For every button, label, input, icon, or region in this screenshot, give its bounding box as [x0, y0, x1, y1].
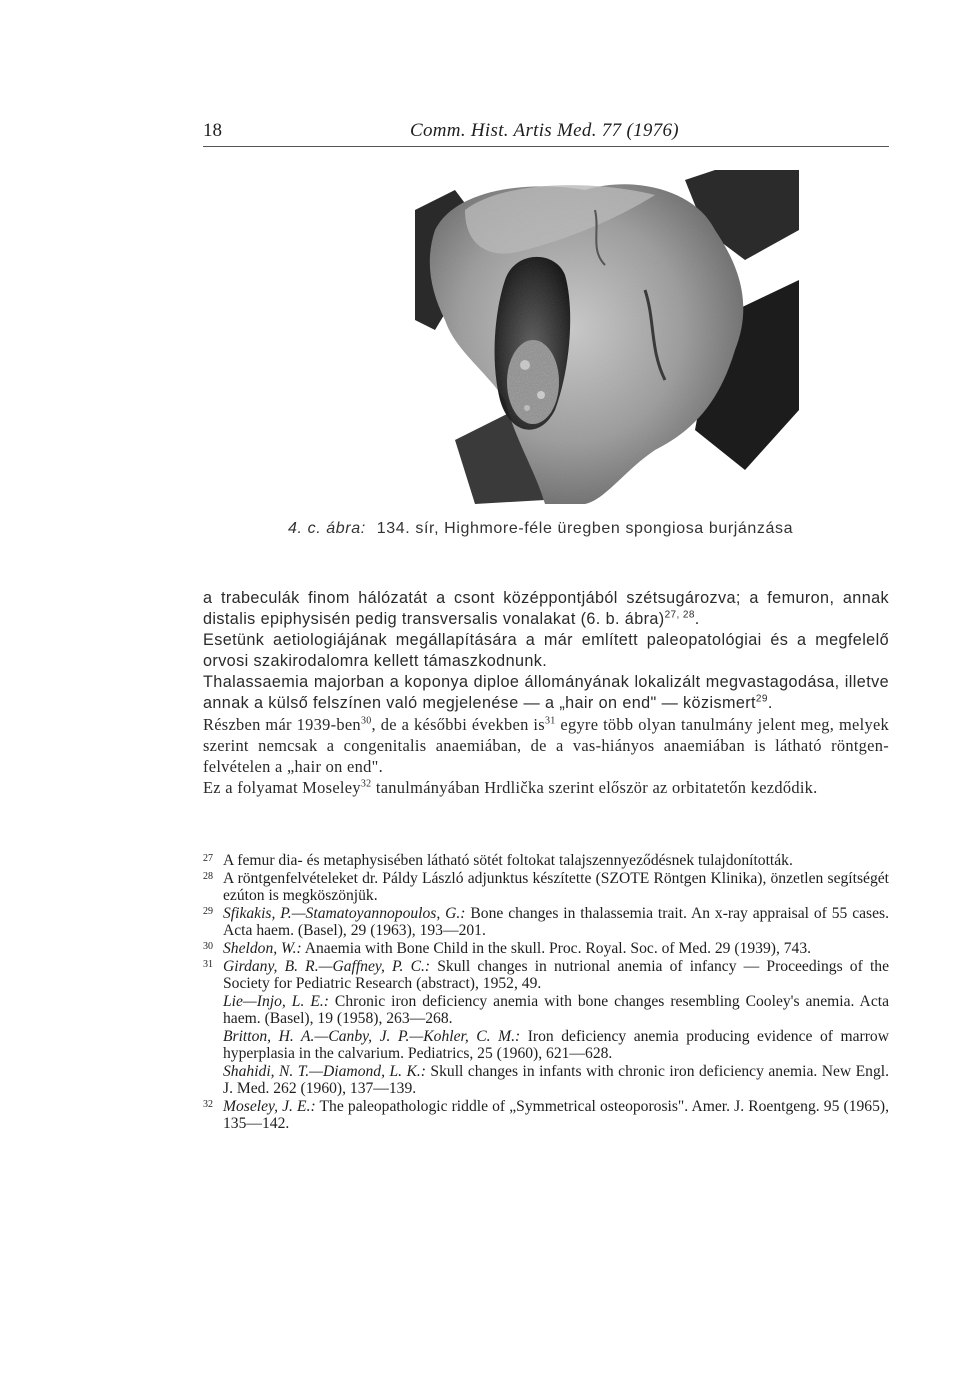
footnote: 27 A femur dia- és metaphysisében látható sötét foltokat talajszennyeződésnek tulajdonították.: [203, 852, 793, 869]
page-number: 18: [203, 120, 222, 141]
figure-caption: [288, 520, 793, 538]
paragraph: Thalassaemia majorban a koponya diploe állományának lokalizált megvastagodása, illetve annak a külső felszínen való megjelenése — a „hair on end" — közismert$^{29}$.: [203, 673, 889, 712]
footnote: 30 Sheldon, W.: Anaemia with Bone Child in the skull. Proc. Royal. Soc. of Med. 29 (1939), 743.: [203, 939, 812, 957]
footnote: Britton, H. A.—Canby, J. P.—Kohler, C. M.: Iron deficiency anemia producing evidence of marrow hyperplasia in the calvarium. Pediatrics, 25 (1960), 621—628.: [223, 1027, 889, 1063]
paragraph: Ez a folyamat Moseley$^{32}$ tanulmányában Hrdlička szerint először az orbitatetőn kezdődik.: [203, 778, 818, 797]
footnote: Shahidi, N. T.—Diamond, L. K.: Skull changes in infants with chronic iron deficiency anemia. New Engl. J. Med. 262 (1960), 137—139.: [223, 1063, 889, 1098]
paragraph: Részben már 1939-ben$^{30}$, de a későbbi években $is^{31}$ egyre több olyan tanulmány jelent meg, melyek szerint nemcsak a congenitalis anaemiában, de a vas-hiányos anaemiában is látható röntgen-felvételen a „hair on end".: [203, 715, 890, 776]
footnotes: [203, 852, 889, 1133]
footnote: 32 Moseley, J. E.: The paleopathologic riddle of „Symmetrical osteoporosis". Amer. J. Roentgeng. 95 (1965), 135—142.: [203, 1098, 889, 1133]
footnote: 29 Sfikakis, P.—Stamatoyannopoulos, G.: Bone changes in thalassemia trait. An x-ray appraisal of 55 cases. Acta haem. (Basel), 29 (1963), 193—201.: [203, 904, 890, 940]
figure-caption-text: 134. sír, Highmore-féle üregben spongiosa burjánzása: [376, 520, 794, 537]
journal-title: Comm. Hist. Artis Med. 77 (1976): [410, 120, 679, 141]
paragraph: Esetünk aetiologiájának megállapítására a már említett paleopatológiai és a megfelelő orvosi szakirodalomra kellett támaszkodnunk.: [203, 631, 889, 670]
running-header: [203, 118, 889, 147]
footnote: 31 Girdany, B. R.—Gaffney, P. C.: Skull changes in nutrional anemia of infancy — Proceedings of the Society for Pediatric Research (abstract), 1952, 49.: [203, 957, 889, 993]
bone-photograph: [415, 170, 799, 504]
figure-label: 4. c. ábra:: [288, 520, 366, 537]
footnote: 28 A röntgenfelvételeket dr. Páldy László adjunktus készítette (SZOTE Röntgen Klinika), önzetlen segítségét ezúton is megköszönjük.: [203, 869, 889, 905]
paragraph: a trabeculák finom hálózatát a csont középpontjából szétsugározva; a femuron, annak distalis epiphysisén pedig transversalis vonalakat (6. b. ábra)$^{27, 28}$.: [203, 589, 889, 628]
footnote: Lie—Injo, L. E.: Chronic iron deficiency anemia with bone changes resembling Cooley's anemia. Acta haem. (Basel), 19 (1958), 263—268.: [223, 992, 889, 1028]
body-text: [203, 588, 889, 798]
